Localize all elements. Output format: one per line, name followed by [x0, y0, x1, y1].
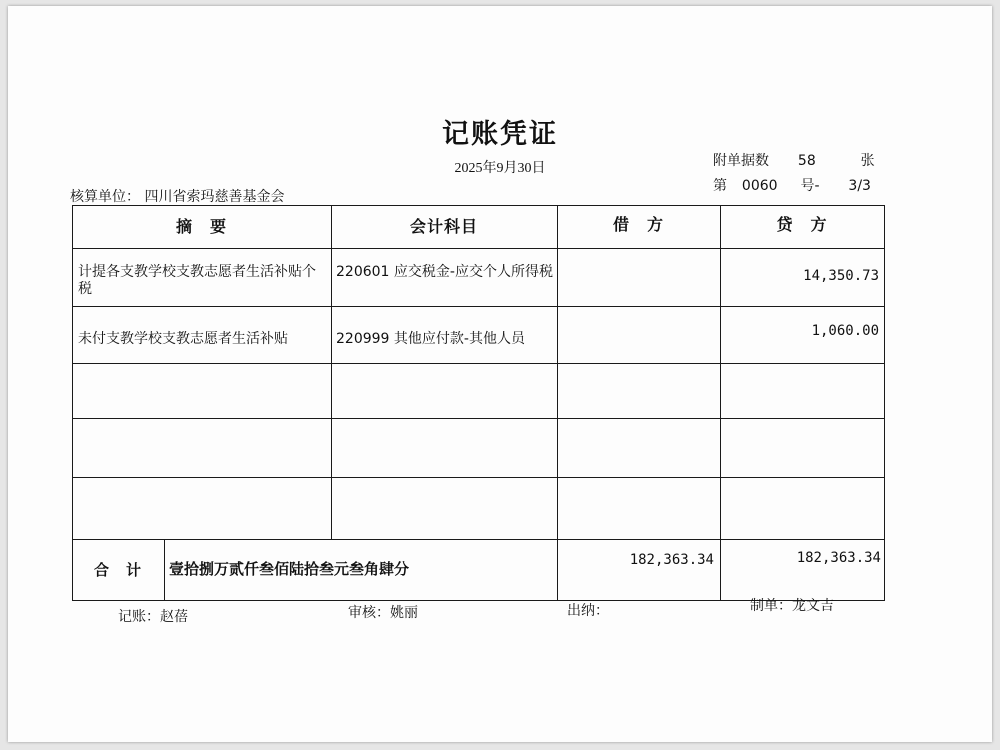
voucher-table — [72, 205, 885, 601]
bookkeeper-signature — [118, 606, 188, 626]
row-2-credit: 1,060.00 — [811, 323, 879, 339]
preparer-signature — [750, 595, 834, 615]
header-debit: 借 方 — [612, 215, 664, 234]
row-1-summary: 计提各支教学校支教志愿者生活补贴个税 — [78, 264, 316, 297]
total-credit: 182,363.34 — [796, 550, 881, 566]
reviewer-signature — [348, 602, 418, 622]
total-debit: 182,363.34 — [629, 552, 714, 568]
preparer-name: 龙文吉 — [792, 598, 834, 614]
total-amount-in-words: 壹拾捌万贰仟叁佰陆拾叁元叁角肆分 — [169, 560, 410, 578]
attach-label: 附单据数 — [713, 153, 769, 169]
voucher-no-prefix: 第 — [713, 178, 727, 194]
org-name: 四川省索玛慈善基金会 — [144, 189, 285, 205]
voucher-no-suffix: 号- — [800, 178, 820, 194]
preparer-label: 制单： — [750, 598, 792, 614]
voucher-page: 3/3 — [848, 178, 871, 194]
row-2-summary: 未付支教学校支教志愿者生活补贴 — [78, 331, 288, 347]
row-1-credit: 14,350.73 — [803, 268, 879, 284]
voucher-no: 0060 — [741, 178, 778, 194]
total-label: 合 计 — [93, 561, 142, 579]
voucher-number-line — [713, 175, 871, 195]
cashier-label: 出纳： — [567, 603, 609, 619]
row-2-account: 220999 其他应付款-其他人员 — [336, 331, 525, 347]
bookkeeper-name: 赵蓓 — [160, 609, 188, 625]
voucher-date: 2025年9月30日 — [454, 161, 546, 176]
reviewer-label: 审核： — [348, 605, 390, 621]
bookkeeper-label: 记账： — [118, 609, 160, 625]
org-line — [70, 186, 284, 206]
header-credit: 贷 方 — [776, 215, 828, 234]
attachment-count-line — [713, 150, 875, 170]
header-summary: 摘 要 — [175, 217, 227, 236]
org-label: 核算单位： — [70, 189, 140, 205]
attach-unit: 张 — [860, 153, 875, 169]
voucher-title: 记账凭证 — [442, 119, 558, 150]
attach-count: 58 — [797, 153, 816, 169]
row-1-account: 220601 应交税金-应交个人所得税 — [336, 264, 553, 280]
header-account: 会计科目 — [409, 217, 478, 236]
reviewer-name: 姚丽 — [390, 605, 418, 621]
cashier-signature — [567, 600, 609, 620]
